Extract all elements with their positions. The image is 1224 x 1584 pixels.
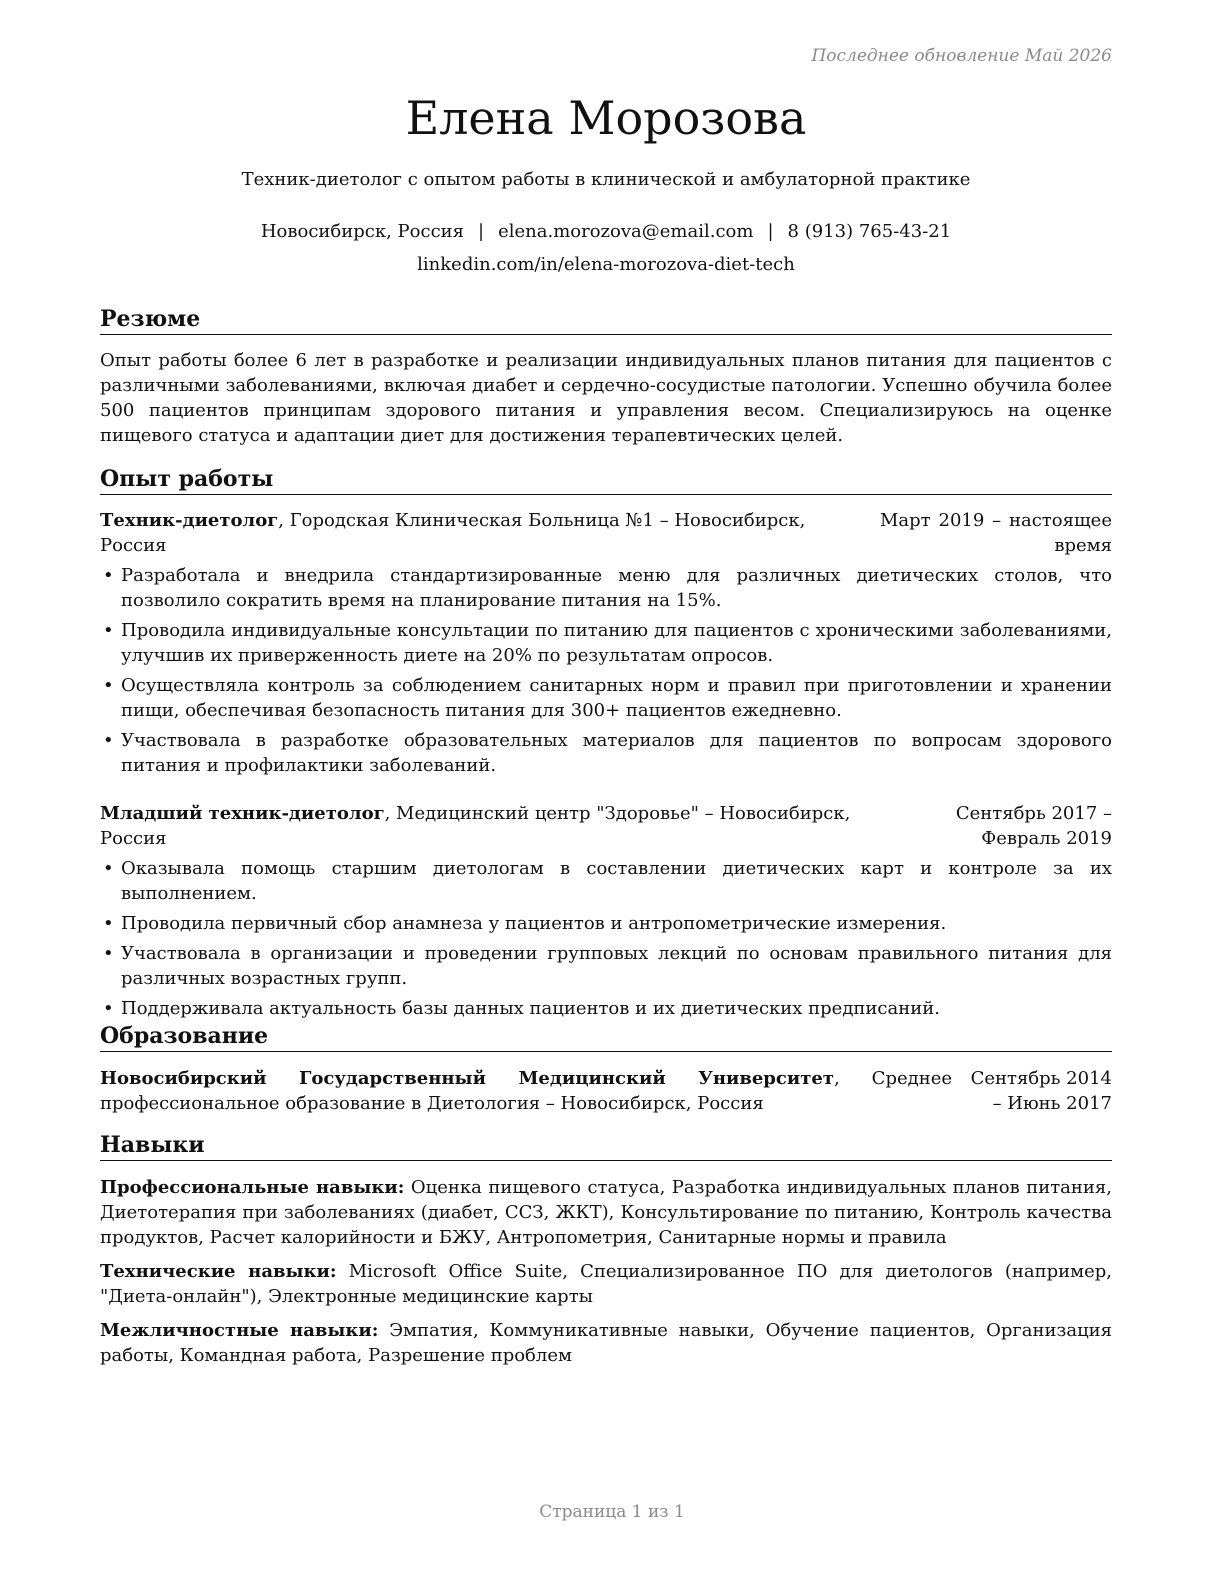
summary-text: Опыт работы более 6 лет в разработке и реализации индивидуальных планов питания для пациентов с различными заболеваниями, включая диабет и сердечно-сосудистые патологии. Успешно обучила более 500 пациентов принципам здорового питания и управления весом. Специализируюсь на оценке пищевого статуса и адаптации диет для достижения терапевтических целей. — [100, 350, 1112, 446]
job-title-line — [100, 508, 870, 558]
skill-group-label: Межличностные навыки: — [100, 1320, 379, 1341]
job-dates: Март 2019 – настоящее время — [880, 510, 1112, 556]
job-entry — [100, 801, 1112, 1026]
job-dates: Сентябрь 2017 – Февраль 2019 — [955, 803, 1112, 849]
skill-group — [100, 1259, 1112, 1309]
email-link[interactable]: elena.morozova@email.com — [498, 221, 754, 242]
education-entry — [100, 1066, 1112, 1116]
skill-group — [100, 1318, 1112, 1368]
list-item: • Разработала и внедрила стандартизированные меню для различных диетических столов, что позволило сократить время на планирование питания на 15%. — [103, 565, 1112, 611]
education-dates: Сентябрь 2014 – Июнь 2017 — [970, 1068, 1112, 1114]
last-updated: Последнее обновление Май 2026 — [811, 46, 1112, 66]
bullet-icon: • — [103, 858, 114, 879]
job-organization: , Городская Клиническая Больница №1 – Новосибирск, Россия — [100, 510, 806, 556]
bullet-icon: • — [103, 730, 114, 751]
phone: 8 (913) 765-43-21 — [787, 221, 952, 242]
skill-group-text: Microsoft Office Suite, Специализированное ПО для диетологов (например, "Диета-онлайн"), Электронные медицинские карты — [100, 1261, 1112, 1307]
candidate-name: Елена Морозова — [405, 91, 807, 145]
job-organization: , Медицинский центр "Здоровье" – Новосибирск, Россия — [100, 803, 851, 849]
section-title-skills: Навыки — [100, 1131, 1112, 1161]
contact-line — [100, 219, 1112, 244]
job-bullets — [100, 563, 1112, 778]
skill-group-text: Эмпатия, Коммуникативные навыки, Обучение пациентов, Организация работы, Командная работа, Разрешение проблем — [100, 1320, 1112, 1366]
bullet-icon: • — [103, 620, 114, 641]
list-item: • Проводила первичный сбор анамнеза у пациентов и антропометрические измерения. — [103, 913, 947, 934]
skill-group — [100, 1175, 1112, 1250]
section-title-summary: Резюме — [100, 305, 1112, 335]
location: Новосибирск, Россия — [260, 221, 465, 242]
list-item: • Участвовала в организации и проведении групповых лекций по основам правильного питания для различных возрастных групп. — [103, 943, 1112, 989]
section-title-experience: Опыт работы — [100, 465, 1112, 495]
education-header — [100, 1066, 1112, 1116]
job-title-line — [100, 801, 866, 851]
list-item: • Поддерживала актуальность базы данных пациентов и их диетических предписаний. — [103, 998, 940, 1019]
bullet-icon: • — [103, 565, 114, 586]
bullet-icon: • — [103, 998, 114, 1019]
education-title-line — [100, 1066, 952, 1116]
bullet-icon: • — [103, 943, 114, 964]
tagline: Техник-диетолог с опытом работы в клинической и амбулаторной практике — [241, 169, 971, 190]
contact-separator: | — [767, 221, 774, 242]
linkedin-link[interactable]: linkedin.com/in/elena-morozova-diet-tech — [417, 254, 795, 275]
skills-list — [100, 1175, 1112, 1377]
bullet-icon: • — [103, 913, 114, 934]
job-header — [100, 801, 1112, 851]
bullet-icon: • — [103, 675, 114, 696]
list-item: • Участвовала в разработке образовательных материалов для пациентов по вопросам здорового питания и профилактики заболеваний. — [103, 730, 1112, 776]
section-title-education: Образование — [100, 1022, 1112, 1052]
education-details: , Среднее профессиональное образование в Диетология – Новосибирск, Россия — [100, 1068, 953, 1114]
job-role: Техник-диетолог — [100, 510, 279, 531]
skill-group-text: Оценка пищевого статуса, Разработка индивидуальных планов питания, Диетотерапия при заболеваниях (диабет, ССЗ, ЖКТ), Консультирование по питанию, Контроль качества продуктов, Расчет калорийности и БЖУ, Антропометрия, Санитарные нормы и правила — [100, 1177, 1112, 1248]
list-item: • Проводила индивидуальные консультации по питанию для пациентов с хроническими заболеваниями, улучшив их приверженность диете на 20% по результатам опросов. — [103, 620, 1112, 666]
job-bullets — [100, 856, 1112, 1021]
list-item: • Оказывала помощь старшим диетологам в составлении диетических карт и контроле за их выполнением. — [103, 858, 1112, 904]
job-header — [100, 508, 1112, 558]
contact-separator: | — [478, 221, 485, 242]
job-entry — [100, 508, 1112, 783]
page-number: Страница 1 из 1 — [539, 1502, 685, 1522]
list-item: • Осуществляла контроль за соблюдением санитарных норм и правил при приготовлении и хранении пищи, обеспечивая безопасность питания для 300+ пациентов ежедневно. — [103, 675, 1112, 721]
job-role: Младший техник-диетолог — [100, 803, 385, 824]
skill-group-label: Технические навыки: — [100, 1261, 337, 1282]
skill-group-label: Профессиональные навыки: — [100, 1177, 405, 1198]
education-institution: Новосибирский Государственный Медицинский Университет — [100, 1068, 834, 1089]
